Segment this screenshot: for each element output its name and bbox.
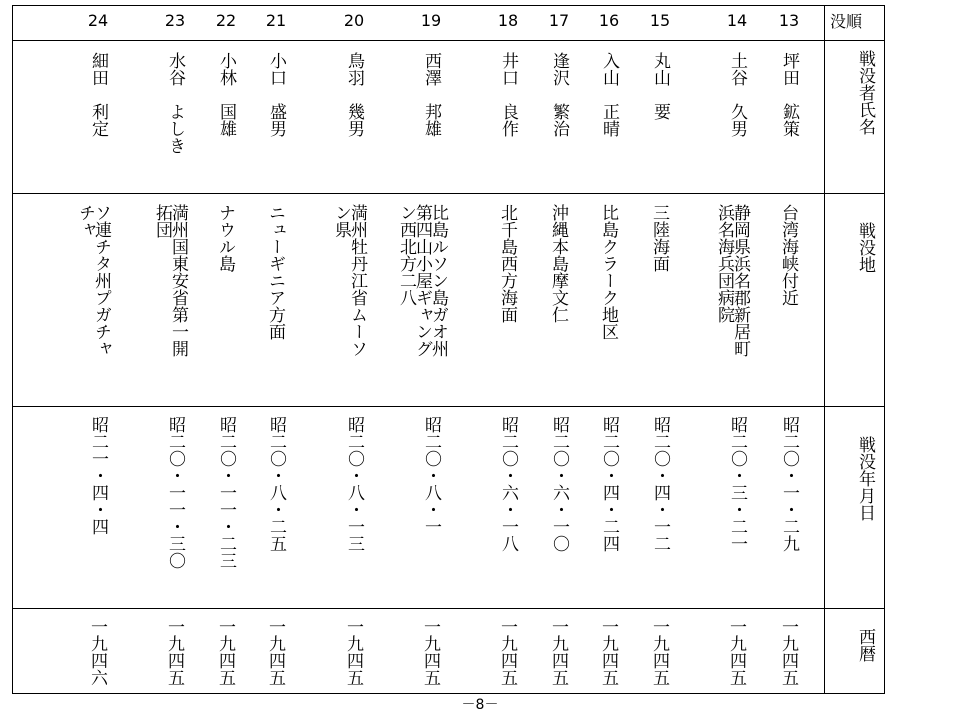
entry-place: 満州牡丹江省ムーソ ン県 — [331, 204, 367, 357]
entry-name: 坪田 鉱策 — [779, 52, 799, 137]
entry-year: 一九四五 — [649, 618, 669, 686]
entry-name: 鳥羽 幾男 — [344, 52, 364, 137]
entry-year: 一九四五 — [726, 618, 746, 686]
entry-date: 昭二〇・八・一 — [421, 416, 441, 535]
entry-number: 14 — [726, 11, 748, 30]
entry-place: ナウル島 — [215, 204, 235, 272]
year-row-header: 西暦 — [855, 628, 875, 662]
entry-place: 満州国東安省第一開 拓団 — [152, 204, 188, 357]
order-header: 没順 — [830, 12, 863, 31]
entry-number: 17 — [548, 11, 570, 30]
entry-name: 細田 利定 — [88, 52, 108, 137]
entry-name: 入山 正晴 — [599, 52, 619, 137]
entry-year: 一九四五 — [497, 618, 517, 686]
entry-year: 一九四五 — [548, 618, 568, 686]
entry-number: 22 — [215, 11, 237, 30]
entry-name: 水谷 よしき — [165, 52, 185, 154]
entry-date: 昭二〇・八・一三 — [344, 416, 364, 552]
entry-date: 昭二〇・四・一二 — [650, 416, 670, 552]
entry-name: 小林 国雄 — [216, 52, 236, 137]
entry-year: 一九四五 — [343, 618, 363, 686]
entry-date: 昭二〇・一一・二三 — [216, 416, 236, 569]
entry-name: 西澤 邦雄 — [421, 52, 441, 137]
entry-number: 20 — [343, 11, 365, 30]
entry-name: 井口 良作 — [498, 52, 518, 137]
entry-year: 一九四五 — [778, 618, 798, 686]
entry-number: 23 — [164, 11, 186, 30]
name-row-header: 戦没者氏名 — [855, 50, 875, 135]
entry-number: 13 — [778, 11, 800, 30]
entry-place: 比島クラーク地区 — [598, 204, 618, 340]
entry-date: 昭二〇・三・二一 — [727, 416, 747, 552]
entry-number: 16 — [598, 11, 620, 30]
entry-name: 丸山 要 — [650, 52, 670, 120]
entry-number: 21 — [265, 11, 287, 30]
entry-name: 逢沢 繁治 — [549, 52, 569, 137]
entry-year: 一九四五 — [420, 618, 440, 686]
entry-name: 小口 盛男 — [266, 52, 286, 137]
entry-place: 比島ルソン島ガオ州 第四山小屋ギャング ン西北方二八 — [396, 204, 448, 357]
entry-place: 沖縄本島摩文仁 — [548, 204, 568, 323]
entry-date: 昭二一・四・四 — [88, 416, 108, 535]
entry-name: 土谷 久男 — [727, 52, 747, 137]
entry-year: 一九四五 — [164, 618, 184, 686]
entry-place: 静岡県浜名郡新居町 浜名海兵団病院 — [714, 204, 750, 357]
entry-number: 15 — [649, 11, 671, 30]
entry-date: 昭二〇・四・二四 — [599, 416, 619, 552]
entry-date: 昭二〇・八・二五 — [266, 416, 286, 552]
entry-year: 一九四五 — [215, 618, 235, 686]
entry-place: 台湾海峡付近 — [778, 204, 798, 306]
entry-year: 一九四六 — [87, 618, 107, 686]
entry-number: 18 — [497, 11, 519, 30]
date-row-header: 戦没年月日 — [855, 436, 875, 521]
entry-year: 一九四五 — [598, 618, 618, 686]
entry-date: 昭二〇・六・一〇 — [549, 416, 569, 552]
entry-place: ニューギニア方面 — [265, 204, 285, 340]
entry-number: 24 — [87, 11, 109, 30]
entry-place: ソ連チタ州プガチャ チャ — [75, 204, 111, 357]
place-row-header: 戦没地 — [855, 222, 875, 273]
entry-place: 三陸海面 — [649, 204, 669, 272]
entry-date: 昭二〇・一一・三〇 — [165, 416, 185, 569]
entry-date: 昭二〇・六・一八 — [498, 416, 518, 552]
entry-date: 昭二〇・一・二九 — [779, 416, 799, 552]
entry-year: 一九四五 — [265, 618, 285, 686]
page-number: －8－ — [461, 697, 499, 713]
entry-number: 19 — [420, 11, 442, 30]
entry-place: 北千島西方海面 — [497, 204, 517, 323]
